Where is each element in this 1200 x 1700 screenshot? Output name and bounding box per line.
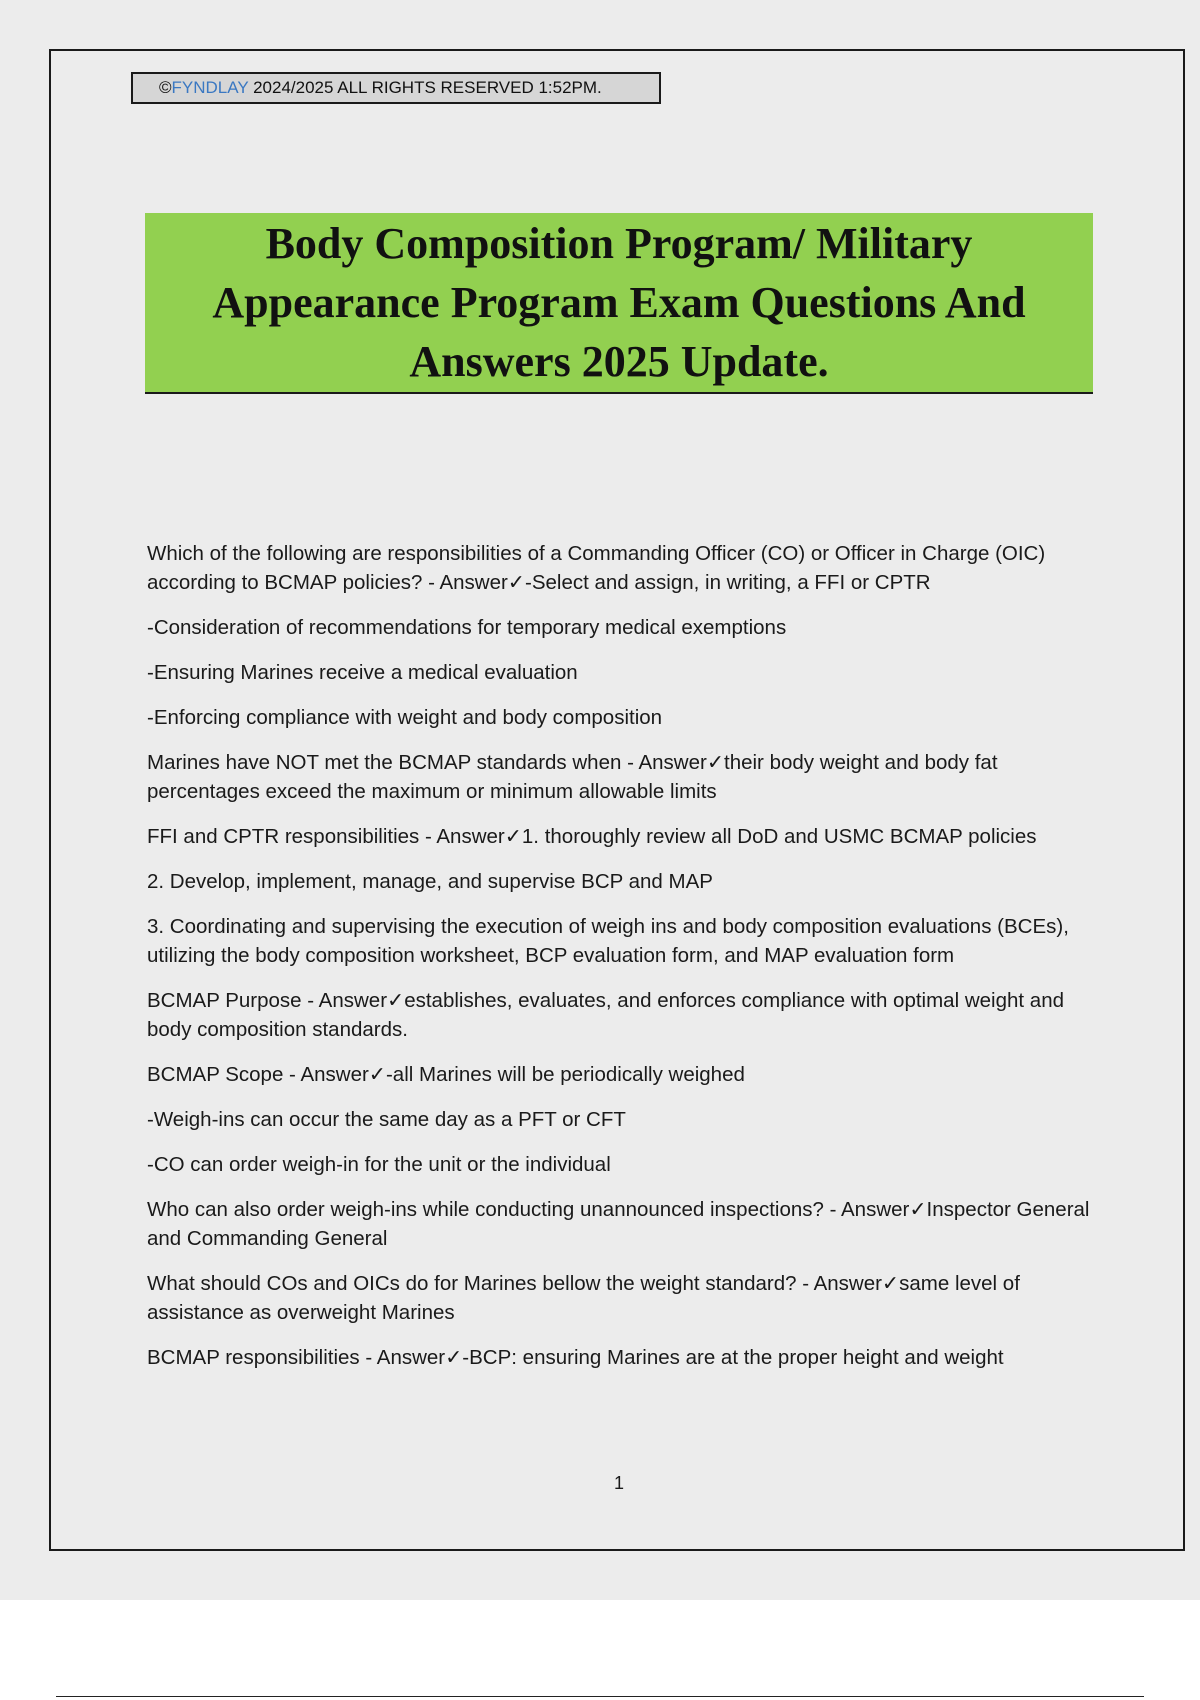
qa-paragraph: -Enforcing compliance with weight and body composition: [147, 706, 663, 729]
qa-paragraph: -Ensuring Marines receive a medical evaluation: [147, 661, 578, 684]
qa-paragraph: What should COs and OICs do for Marines bellow the weight standard? - Answer✓same level of assistance as overweight Marines: [147, 1272, 1020, 1324]
title-banner: [145, 213, 1093, 394]
qa-paragraph: FFI and CPTR responsibilities - Answer✓1. thoroughly review all DoD and USMC BCMAP policies: [147, 825, 1037, 848]
qa-paragraph: 2. Develop, implement, manage, and supervise BCP and MAP: [147, 870, 713, 893]
copyright-banner: [131, 72, 661, 104]
qa-paragraph: 3. Coordinating and supervising the execution of weigh ins and body composition evaluations (BCEs), utilizing the body composition worksheet, BCP evaluation form, and MAP evaluation form: [147, 915, 1069, 967]
qa-paragraph: Marines have NOT met the BCMAP standards when - Answer✓their body weight and body fat percentages exceed the maximum or minimum allowable limits: [147, 751, 998, 803]
next-page-divider: [56, 1696, 1144, 1697]
qa-paragraph: Which of the following are responsibilities of a Commanding Officer (CO) or Officer in Charge (OIC) according to BCMAP policies? - Answer✓-Select and assign, in writing, a FFI or CPTR: [147, 542, 1046, 594]
page-border: [49, 49, 1185, 1551]
copyright-symbol: ©: [159, 78, 172, 97]
qa-paragraph: BCMAP responsibilities - Answer✓-BCP: ensuring Marines are at the proper height and weight: [147, 1346, 1004, 1369]
brand-link[interactable]: FYNDLAY: [171, 78, 249, 97]
qa-paragraph: BCMAP Scope - Answer✓-all Marines will be periodically weighed: [147, 1063, 745, 1086]
rights-text: 2024/2025 ALL RIGHTS RESERVED 1:52PM.: [248, 78, 602, 97]
qa-content: [147, 539, 1107, 1388]
qa-paragraph: -Consideration of recommendations for temporary medical exemptions: [147, 616, 787, 639]
document-title: Body Composition Program/ Military Appearance Program Exam Questions And Answers 2025 Update.: [212, 219, 1026, 386]
qa-paragraph: Who can also order weigh-ins while conducting unannounced inspections? - Answer✓Inspector General and Commanding General: [147, 1198, 1090, 1250]
qa-paragraph: -CO can order weigh-in for the unit or the individual: [147, 1153, 611, 1176]
qa-paragraph: -Weigh-ins can occur the same day as a PFT or CFT: [147, 1108, 626, 1131]
page-number: 1: [613, 1473, 624, 1493]
qa-paragraph: BCMAP Purpose - Answer✓establishes, evaluates, and enforces compliance with optimal weight and body composition standards.: [147, 989, 1064, 1041]
